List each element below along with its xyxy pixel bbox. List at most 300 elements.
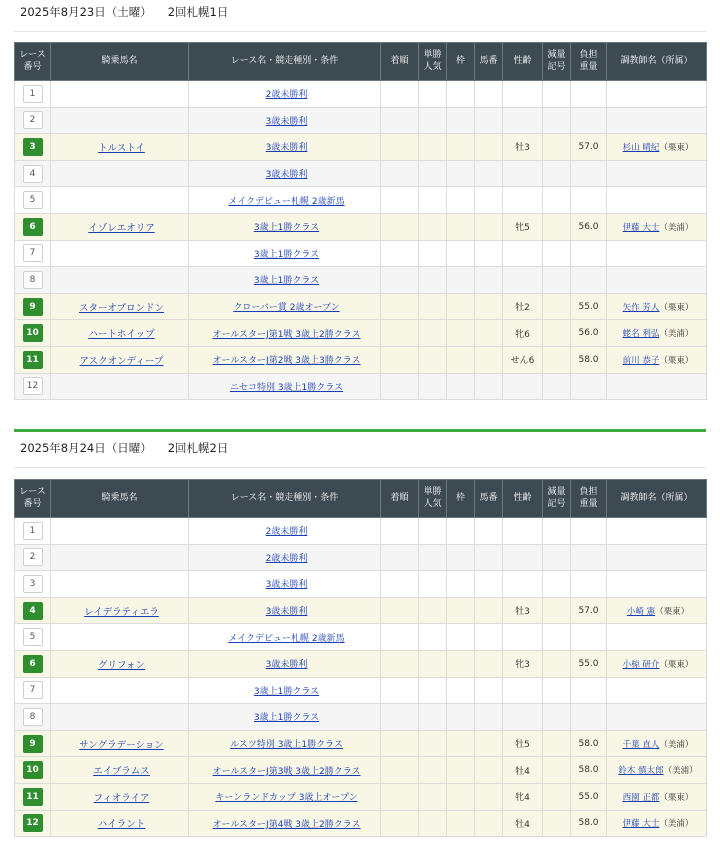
- race-name-link[interactable]: 2歳未勝利: [265, 90, 308, 101]
- race-number-cell: [15, 783, 51, 810]
- day-meet: 2回札幌1日: [167, 5, 229, 19]
- weight-cell: [571, 373, 607, 400]
- race-name-link[interactable]: 3歳上1勝クラス: [253, 713, 320, 724]
- allowance-cell: [543, 293, 571, 320]
- allowance-cell: [543, 810, 571, 837]
- finish-cell: [381, 240, 419, 267]
- race-name-cell: [189, 107, 381, 134]
- trainer-cell: [607, 134, 707, 161]
- weight-cell: 55.0: [571, 783, 607, 810]
- horse-name-cell: [51, 213, 189, 240]
- race-name-cell: [189, 597, 381, 624]
- horse-number-cell: [475, 187, 503, 214]
- allowance-cell: [543, 571, 571, 598]
- popularity-cell: [419, 783, 447, 810]
- race-number-cell: [15, 544, 51, 571]
- horse-name-cell: [51, 597, 189, 624]
- race-number-badge: 10: [23, 761, 43, 779]
- race-name-cell: [189, 346, 381, 373]
- race-name-cell: [189, 293, 381, 320]
- race-number-badge: 5: [23, 191, 43, 209]
- race-name-link[interactable]: 3歳未勝利: [265, 143, 308, 154]
- race-name-link[interactable]: 3歳上1勝クラス: [253, 276, 320, 287]
- race-number-badge: 4: [23, 165, 43, 183]
- race-number-badge: 11: [23, 351, 43, 369]
- sex-age-cell: [503, 240, 543, 267]
- horse-number-cell: [475, 81, 503, 108]
- horse-name-cell: [51, 107, 189, 134]
- weight-cell: 56.0: [571, 320, 607, 347]
- trainer-cell: [607, 730, 707, 757]
- race-number-cell: [15, 597, 51, 624]
- race-name-cell: [189, 810, 381, 837]
- horse-name-cell: [51, 810, 189, 837]
- race-number-badge: 7: [23, 681, 43, 699]
- race-number-cell: [15, 810, 51, 837]
- trainer-cell: [607, 810, 707, 837]
- trainer-name-link[interactable]: 伊藤 大士: [622, 819, 660, 830]
- trainer-cell: [607, 187, 707, 214]
- horse-number-cell: [475, 677, 503, 704]
- race-number-cell: [15, 650, 51, 677]
- trainer-cell: [607, 624, 707, 651]
- horse-number-cell: [475, 757, 503, 784]
- allowance-cell: [543, 597, 571, 624]
- allowance-cell: [543, 213, 571, 240]
- race-name-cell: [189, 704, 381, 731]
- trainer-name-link[interactable]: 矢作 芳人: [622, 302, 660, 313]
- frame-cell: [447, 320, 475, 347]
- race-number-cell: [15, 107, 51, 134]
- race-name-cell: [189, 783, 381, 810]
- column-header-race-no: [15, 43, 51, 81]
- weight-cell: [571, 677, 607, 704]
- race-name-link[interactable]: オールスターJ第2戦 3歳上3勝クラス: [212, 356, 361, 367]
- horse-name-cell: [51, 783, 189, 810]
- table-row: [15, 518, 707, 545]
- race-name-link[interactable]: 2歳未勝利: [265, 553, 308, 564]
- trainer-cell: [607, 346, 707, 373]
- trainer-name-link[interactable]: 西園 正都: [622, 792, 660, 803]
- race-name-link[interactable]: ルスツ特別 3歳上1勝クラス: [230, 740, 343, 751]
- allowance-cell: [543, 677, 571, 704]
- horse-name-cell: [51, 544, 189, 571]
- trainer-cell: [607, 518, 707, 545]
- race-name-cell: [189, 160, 381, 187]
- sex-age-cell: [503, 187, 543, 214]
- race-name-cell: [189, 187, 381, 214]
- sex-age-cell: [503, 544, 543, 571]
- horse-number-cell: [475, 373, 503, 400]
- sex-age-cell: [503, 518, 543, 545]
- horse-name-cell: [51, 650, 189, 677]
- race-number-cell: [15, 677, 51, 704]
- frame-cell: [447, 597, 475, 624]
- allowance-cell: [543, 704, 571, 731]
- column-header-race-name: レース名・競走種別・条件: [189, 43, 381, 81]
- weight-cell: [571, 518, 607, 545]
- race-number-cell: [15, 757, 51, 784]
- race-name-link[interactable]: ニセコ特別 3歳上1勝クラス: [229, 382, 344, 393]
- allowance-cell: [543, 544, 571, 571]
- horse-name-link[interactable]: フィオライア: [93, 792, 150, 804]
- sex-age-cell: [503, 373, 543, 400]
- race-number-badge: 1: [23, 522, 43, 540]
- weight-cell: [571, 160, 607, 187]
- race-name-link[interactable]: オールスターJ第4戦 3歳上2勝クラス: [212, 819, 361, 830]
- sex-age-cell: 牝3: [503, 650, 543, 677]
- finish-cell: [381, 677, 419, 704]
- trainer-name-link[interactable]: 杉山 晴紀: [622, 142, 660, 153]
- weight-cell: 55.0: [571, 293, 607, 320]
- popularity-cell: [419, 518, 447, 545]
- trainer-affiliation: （栗東）: [659, 355, 694, 366]
- sex-age-cell: [503, 160, 543, 187]
- table-row: [15, 320, 707, 347]
- popularity-cell: [419, 160, 447, 187]
- popularity-cell: [419, 346, 447, 373]
- trainer-name-link[interactable]: 小椋 研介: [622, 659, 660, 670]
- race-number-badge: 9: [23, 735, 43, 753]
- frame-cell: [447, 757, 475, 784]
- trainer-affiliation: （栗東）: [659, 659, 694, 670]
- table-row: [15, 267, 707, 294]
- horse-name-link[interactable]: トルストイ: [98, 142, 145, 154]
- horse-name-cell: [51, 160, 189, 187]
- column-header-line: レース: [19, 50, 46, 61]
- column-header-line: 単勝: [423, 487, 442, 498]
- race-number-badge: 10: [23, 324, 43, 342]
- column-header-line: 重量: [579, 61, 598, 72]
- column-header-sex-age: 性齢: [503, 43, 543, 81]
- race-table: [14, 479, 707, 837]
- horse-number-cell: [475, 240, 503, 267]
- race-name-cell: [189, 373, 381, 400]
- trainer-cell: [607, 160, 707, 187]
- day-date: 2025年8月24日（日曜）: [20, 441, 152, 455]
- column-header-allowance: [543, 43, 571, 81]
- table-row: [15, 730, 707, 757]
- table-row: [15, 187, 707, 214]
- table-row: [15, 810, 707, 837]
- sex-age-cell: 牡3: [503, 134, 543, 161]
- race-name-link[interactable]: 3歳上1勝クラス: [253, 686, 320, 697]
- weight-cell: 58.0: [571, 757, 607, 784]
- race-number-badge: 1: [23, 85, 43, 103]
- sex-age-cell: 牝5: [503, 213, 543, 240]
- race-name-cell: [189, 81, 381, 108]
- horse-name-cell: [51, 518, 189, 545]
- trainer-cell: [607, 240, 707, 267]
- table-row: [15, 571, 707, 598]
- race-name-link[interactable]: 3歳未勝利: [265, 660, 308, 671]
- finish-cell: [381, 544, 419, 571]
- trainer-name-link[interactable]: 伊藤 大士: [622, 222, 660, 233]
- column-header-line: 単勝: [423, 50, 442, 61]
- race-name-link[interactable]: 3歳上1勝クラス: [253, 223, 320, 234]
- horse-number-cell: [475, 213, 503, 240]
- race-name-link[interactable]: メイクデビュー札幌 2歳新馬: [228, 633, 345, 644]
- table-row: [15, 373, 707, 400]
- popularity-cell: [419, 677, 447, 704]
- day-date: 2025年8月23日（土曜）: [20, 5, 152, 19]
- horse-name-cell: [51, 81, 189, 108]
- allowance-cell: [543, 757, 571, 784]
- race-name-link[interactable]: キーンランドカップ 3歳上オープン: [215, 793, 358, 804]
- sex-age-cell: [503, 704, 543, 731]
- trainer-cell: [607, 571, 707, 598]
- allowance-cell: [543, 730, 571, 757]
- frame-cell: [447, 518, 475, 545]
- trainer-cell: [607, 597, 707, 624]
- race-number-cell: [15, 518, 51, 545]
- popularity-cell: [419, 757, 447, 784]
- table-row: [15, 81, 707, 108]
- finish-cell: [381, 810, 419, 837]
- frame-cell: [447, 677, 475, 704]
- popularity-cell: [419, 107, 447, 134]
- section-divider: [14, 429, 706, 432]
- popularity-cell: [419, 187, 447, 214]
- horse-name-link[interactable]: サングラデーション: [79, 739, 164, 751]
- allowance-cell: [543, 320, 571, 347]
- finish-cell: [381, 650, 419, 677]
- allowance-cell: [543, 107, 571, 134]
- table-row: [15, 213, 707, 240]
- race-number-cell: [15, 187, 51, 214]
- frame-cell: [447, 267, 475, 294]
- horse-number-cell: [475, 597, 503, 624]
- trainer-cell: [607, 783, 707, 810]
- weight-cell: [571, 544, 607, 571]
- column-header-pop: [419, 480, 447, 518]
- popularity-cell: [419, 81, 447, 108]
- weight-cell: 58.0: [571, 346, 607, 373]
- column-header-finish: 着順: [381, 480, 419, 518]
- trainer-cell: [607, 267, 707, 294]
- horse-name-link[interactable]: ハートホイップ: [88, 329, 155, 341]
- race-name-cell: [189, 650, 381, 677]
- race-name-cell: [189, 240, 381, 267]
- race-name-link[interactable]: オールスターJ第1戦 3歳上2勝クラス: [212, 329, 361, 340]
- weight-cell: 57.0: [571, 597, 607, 624]
- horse-name-link[interactable]: レイデラティエラ: [84, 606, 159, 618]
- frame-cell: [447, 160, 475, 187]
- allowance-cell: [543, 518, 571, 545]
- race-number-cell: [15, 373, 51, 400]
- race-number-badge: 6: [23, 218, 43, 236]
- horse-name-link[interactable]: スターオブロンドン: [78, 302, 165, 314]
- race-name-link[interactable]: 3歳未勝利: [265, 580, 308, 591]
- sex-age-cell: 牝6: [503, 320, 543, 347]
- race-number-cell: [15, 134, 51, 161]
- trainer-affiliation: （美浦）: [659, 739, 694, 750]
- sex-age-cell: 牡3: [503, 597, 543, 624]
- popularity-cell: [419, 730, 447, 757]
- column-header-trainer: 調教師名（所属）: [607, 43, 707, 81]
- table-row: [15, 107, 707, 134]
- trainer-cell: [607, 677, 707, 704]
- table-row: [15, 160, 707, 187]
- race-name-cell: [189, 624, 381, 651]
- race-name-cell: [189, 544, 381, 571]
- race-table: [14, 42, 707, 400]
- popularity-cell: [419, 544, 447, 571]
- finish-cell: [381, 160, 419, 187]
- day-title: [14, 0, 706, 32]
- trainer-name-link[interactable]: 蛯名 利弘: [622, 329, 660, 340]
- popularity-cell: [419, 810, 447, 837]
- trainer-cell: [607, 293, 707, 320]
- weight-cell: [571, 81, 607, 108]
- column-header-line: 人気: [423, 61, 442, 72]
- finish-cell: [381, 107, 419, 134]
- race-number-badge: 12: [23, 377, 43, 395]
- popularity-cell: [419, 267, 447, 294]
- weight-cell: 58.0: [571, 730, 607, 757]
- horse-name-link[interactable]: エイブラムス: [93, 766, 150, 778]
- race-name-link[interactable]: 3歳上1勝クラス: [253, 249, 320, 260]
- weight-cell: 58.0: [571, 810, 607, 837]
- horse-name-link[interactable]: アスクオンディープ: [79, 355, 164, 367]
- race-number-cell: [15, 704, 51, 731]
- column-header-weight: [571, 43, 607, 81]
- frame-cell: [447, 373, 475, 400]
- finish-cell: [381, 704, 419, 731]
- horse-number-cell: [475, 544, 503, 571]
- column-header-line: 負担: [579, 50, 598, 61]
- frame-cell: [447, 134, 475, 161]
- frame-cell: [447, 346, 475, 373]
- frame-cell: [447, 213, 475, 240]
- column-header-horse-no: 馬番: [475, 43, 503, 81]
- trainer-cell: [607, 704, 707, 731]
- trainer-affiliation: （美浦）: [659, 819, 694, 830]
- allowance-cell: [543, 650, 571, 677]
- race-number-badge: 4: [23, 602, 43, 620]
- finish-cell: [381, 187, 419, 214]
- weight-cell: 56.0: [571, 213, 607, 240]
- trainer-cell: [607, 107, 707, 134]
- horse-number-cell: [475, 571, 503, 598]
- finish-cell: [381, 267, 419, 294]
- frame-cell: [447, 783, 475, 810]
- finish-cell: [381, 373, 419, 400]
- sex-age-cell: せん6: [503, 346, 543, 373]
- sex-age-cell: [503, 81, 543, 108]
- column-header-line: レース: [19, 487, 46, 498]
- frame-cell: [447, 704, 475, 731]
- trainer-name-link[interactable]: 小崎 憲: [626, 606, 656, 617]
- race-name-link[interactable]: 3歳未勝利: [265, 170, 308, 181]
- frame-cell: [447, 650, 475, 677]
- trainer-affiliation: （栗東）: [659, 142, 694, 153]
- trainer-cell: [607, 757, 707, 784]
- horse-name-link[interactable]: ハイラント: [97, 819, 146, 831]
- table-row: [15, 134, 707, 161]
- race-name-cell: [189, 320, 381, 347]
- trainer-affiliation: （栗東）: [655, 606, 690, 617]
- horse-name-cell: [51, 571, 189, 598]
- sex-age-cell: 牡4: [503, 757, 543, 784]
- trainer-name-link[interactable]: 千葉 直人: [622, 739, 660, 750]
- allowance-cell: [543, 624, 571, 651]
- allowance-cell: [543, 373, 571, 400]
- finish-cell: [381, 597, 419, 624]
- horse-name-cell: [51, 704, 189, 731]
- trainer-affiliation: （美浦）: [663, 766, 698, 777]
- race-name-link[interactable]: 2歳未勝利: [265, 527, 308, 538]
- weight-cell: [571, 240, 607, 267]
- column-header-horse: 騎乗馬名: [51, 480, 189, 518]
- horse-number-cell: [475, 293, 503, 320]
- column-header-race-no: [15, 480, 51, 518]
- horse-number-cell: [475, 518, 503, 545]
- horse-name-cell: [51, 267, 189, 294]
- race-name-link[interactable]: オールスターJ第3戦 3歳上2勝クラス: [212, 766, 361, 777]
- table-row: [15, 624, 707, 651]
- race-name-cell: [189, 677, 381, 704]
- table-row: [15, 346, 707, 373]
- trainer-cell: [607, 213, 707, 240]
- column-header-finish: 着順: [381, 43, 419, 81]
- allowance-cell: [543, 187, 571, 214]
- trainer-affiliation: （栗東）: [659, 792, 694, 803]
- race-number-cell: [15, 267, 51, 294]
- finish-cell: [381, 346, 419, 373]
- race-name-link[interactable]: 3歳未勝利: [265, 116, 308, 127]
- horse-name-cell: [51, 346, 189, 373]
- race-name-cell: [189, 730, 381, 757]
- frame-cell: [447, 240, 475, 267]
- finish-cell: [381, 134, 419, 161]
- race-number-badge: 8: [23, 708, 43, 726]
- horse-number-cell: [475, 107, 503, 134]
- race-number-badge: 12: [23, 814, 43, 832]
- frame-cell: [447, 730, 475, 757]
- race-name-cell: [189, 571, 381, 598]
- popularity-cell: [419, 650, 447, 677]
- horse-name-cell: [51, 730, 189, 757]
- frame-cell: [447, 187, 475, 214]
- sex-age-cell: 牡4: [503, 810, 543, 837]
- horse-name-link[interactable]: グリフォン: [97, 659, 146, 671]
- race-name-link[interactable]: メイクデビュー札幌 2歳新馬: [228, 196, 345, 207]
- horse-name-link[interactable]: イゾレエオリア: [88, 222, 155, 234]
- race-number-badge: 7: [23, 244, 43, 262]
- finish-cell: [381, 757, 419, 784]
- race-number-cell: [15, 320, 51, 347]
- column-header-line: 人気: [423, 498, 442, 509]
- trainer-name-link[interactable]: 鈴木 慎太郎: [618, 766, 664, 777]
- trainer-cell: [607, 544, 707, 571]
- frame-cell: [447, 107, 475, 134]
- trainer-cell: [607, 650, 707, 677]
- sex-age-cell: [503, 677, 543, 704]
- race-name-link[interactable]: 3歳未勝利: [265, 607, 308, 618]
- horse-name-cell: [51, 677, 189, 704]
- allowance-cell: [543, 240, 571, 267]
- popularity-cell: [419, 293, 447, 320]
- trainer-name-link[interactable]: 前川 恭子: [622, 355, 660, 366]
- race-name-link[interactable]: クローバー賞 2歳オープン: [233, 303, 340, 314]
- horse-name-cell: [51, 757, 189, 784]
- column-header-line: 重量: [579, 498, 598, 509]
- weight-cell: [571, 267, 607, 294]
- race-number-badge: 6: [23, 655, 43, 673]
- frame-cell: [447, 810, 475, 837]
- table-row: [15, 704, 707, 731]
